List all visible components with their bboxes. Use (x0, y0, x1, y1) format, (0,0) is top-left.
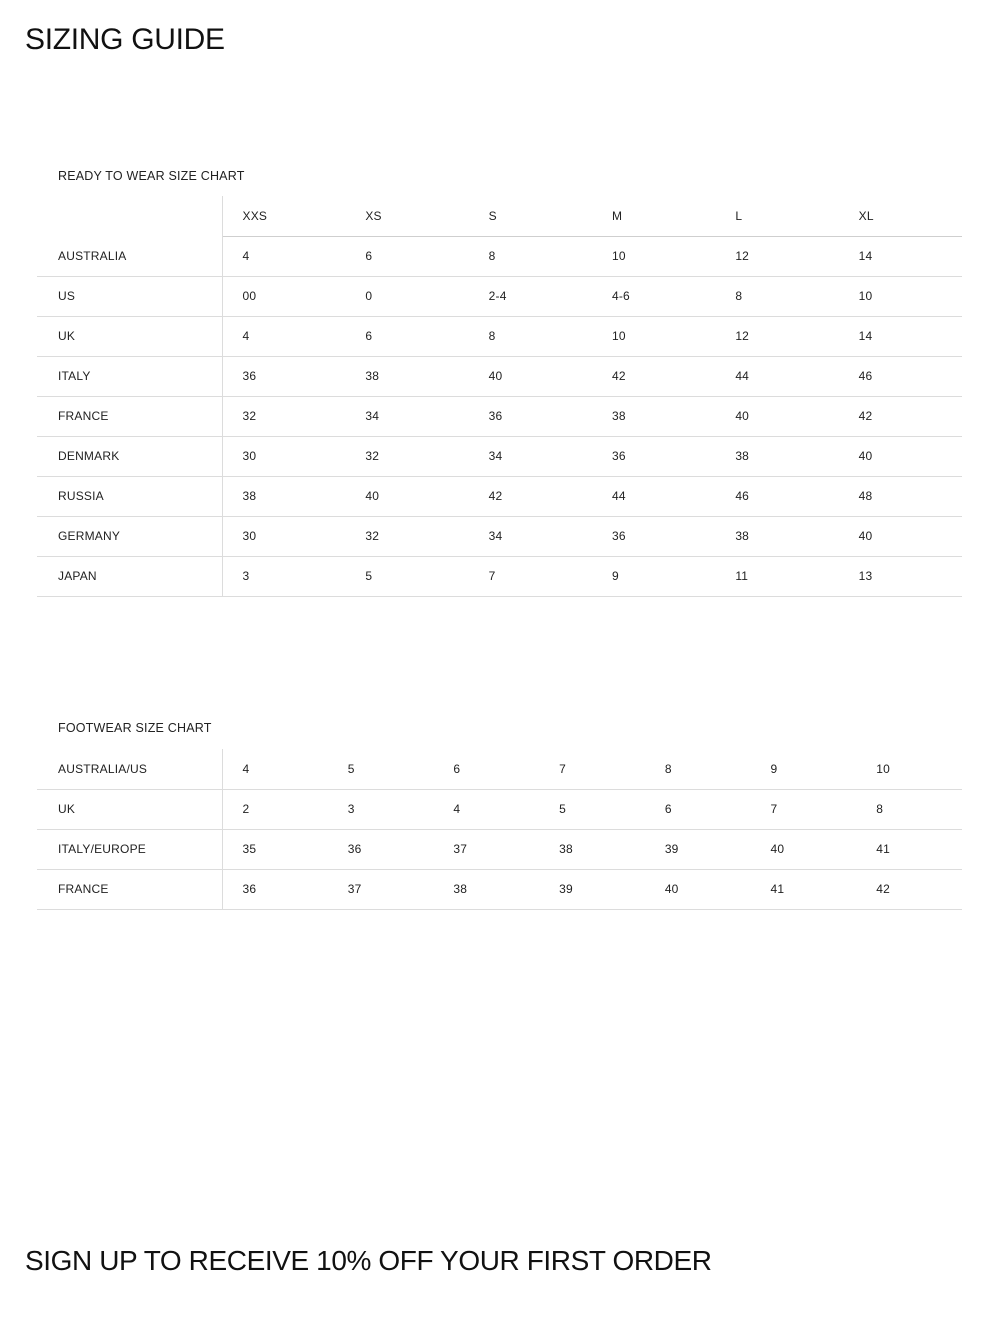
row-label: ITALY (37, 356, 222, 396)
size-value-cell: 8 (469, 236, 592, 276)
size-value-cell: 38 (539, 829, 645, 869)
page-title: SIZING GUIDE (25, 23, 225, 56)
size-value-cell: 4 (222, 316, 345, 356)
size-value-cell: 34 (469, 516, 592, 556)
table-row (37, 396, 962, 436)
row-label: DENMARK (37, 436, 222, 476)
size-value-cell: 7 (751, 789, 857, 829)
size-value-cell: 8 (715, 276, 838, 316)
size-value-cell: 36 (222, 356, 345, 396)
row-label: AUSTRALIA/US (37, 749, 222, 789)
size-value-cell: 30 (222, 516, 345, 556)
size-value-cell: 10 (592, 236, 715, 276)
size-value-cell: 4 (222, 749, 328, 789)
size-value-cell: 38 (345, 356, 468, 396)
row-label: AUSTRALIA (37, 236, 222, 276)
size-value-cell: 42 (839, 396, 962, 436)
table-row (37, 516, 962, 556)
size-value-cell: 6 (433, 749, 539, 789)
footwear-caption: FOOTWEAR SIZE CHART (58, 721, 212, 735)
size-value-cell: 38 (715, 516, 838, 556)
size-value-cell: 0 (345, 276, 468, 316)
size-value-cell: 34 (469, 436, 592, 476)
size-value-cell: 40 (715, 396, 838, 436)
size-value-cell: 14 (839, 316, 962, 356)
size-value-cell: 36 (222, 869, 328, 909)
size-value-cell: 40 (751, 829, 857, 869)
size-value-cell: 5 (539, 789, 645, 829)
size-value-cell: 32 (345, 436, 468, 476)
size-value-cell: 10 (839, 276, 962, 316)
size-value-cell: 14 (839, 236, 962, 276)
size-value-cell: 4-6 (592, 276, 715, 316)
ready-to-wear-size-table (37, 196, 962, 597)
size-value-cell: 40 (839, 516, 962, 556)
size-value-cell: 46 (839, 356, 962, 396)
size-value-cell: 38 (592, 396, 715, 436)
footwear-size-table (37, 749, 962, 910)
row-label: FRANCE (37, 869, 222, 909)
size-value-cell: 10 (592, 316, 715, 356)
size-value-cell: 42 (856, 869, 962, 909)
row-label: GERMANY (37, 516, 222, 556)
size-value-cell: 32 (222, 396, 345, 436)
size-value-cell: 6 (345, 316, 468, 356)
size-value-cell: 30 (222, 436, 345, 476)
size-value-cell: 6 (645, 789, 751, 829)
row-label: ITALY/EUROPE (37, 829, 222, 869)
size-value-cell: 4 (433, 789, 539, 829)
table-row (37, 829, 962, 869)
size-value-cell: 00 (222, 276, 345, 316)
size-value-cell: 13 (839, 556, 962, 596)
size-value-cell: 2-4 (469, 276, 592, 316)
size-value-cell: 36 (328, 829, 434, 869)
size-value-cell: 37 (328, 869, 434, 909)
size-value-cell: 8 (469, 316, 592, 356)
size-value-cell: 36 (592, 436, 715, 476)
table-row (37, 556, 962, 596)
table-row (37, 476, 962, 516)
newsletter-signup-text[interactable]: SIGN UP TO RECEIVE 10% OFF YOUR FIRST ORDER (25, 1245, 712, 1276)
ready-to-wear-caption: READY TO WEAR SIZE CHART (58, 169, 245, 183)
size-value-cell: 12 (715, 316, 838, 356)
row-label: UK (37, 316, 222, 356)
size-header-xs: XS (345, 196, 468, 236)
size-value-cell: 40 (645, 869, 751, 909)
size-header-l: L (715, 196, 838, 236)
size-value-cell: 40 (345, 476, 468, 516)
header-corner-cell (37, 196, 222, 236)
size-value-cell: 40 (469, 356, 592, 396)
size-value-cell: 39 (645, 829, 751, 869)
size-value-cell: 46 (715, 476, 838, 516)
size-value-cell: 44 (592, 476, 715, 516)
size-value-cell: 38 (433, 869, 539, 909)
size-value-cell: 41 (856, 829, 962, 869)
size-value-cell: 39 (539, 869, 645, 909)
table-row (37, 236, 962, 276)
size-value-cell: 5 (328, 749, 434, 789)
table-row (37, 316, 962, 356)
table-row (37, 436, 962, 476)
size-value-cell: 44 (715, 356, 838, 396)
table-row (37, 276, 962, 316)
table-row (37, 749, 962, 789)
row-label: US (37, 276, 222, 316)
size-value-cell: 7 (539, 749, 645, 789)
row-label: UK (37, 789, 222, 829)
size-value-cell: 36 (592, 516, 715, 556)
row-label: FRANCE (37, 396, 222, 436)
size-value-cell: 38 (715, 436, 838, 476)
size-value-cell: 3 (328, 789, 434, 829)
size-value-cell: 2 (222, 789, 328, 829)
table-row (37, 356, 962, 396)
size-value-cell: 11 (715, 556, 838, 596)
size-value-cell: 38 (222, 476, 345, 516)
size-value-cell: 12 (715, 236, 838, 276)
size-value-cell: 35 (222, 829, 328, 869)
size-value-cell: 34 (345, 396, 468, 436)
table-header-row (37, 196, 962, 236)
size-value-cell: 37 (433, 829, 539, 869)
row-label: JAPAN (37, 556, 222, 596)
size-value-cell: 8 (645, 749, 751, 789)
size-value-cell: 42 (592, 356, 715, 396)
size-header-xxs: XXS (222, 196, 345, 236)
size-value-cell: 3 (222, 556, 345, 596)
size-value-cell: 32 (345, 516, 468, 556)
size-value-cell: 40 (839, 436, 962, 476)
size-value-cell: 9 (592, 556, 715, 596)
size-value-cell: 8 (856, 789, 962, 829)
size-value-cell: 9 (751, 749, 857, 789)
size-value-cell: 4 (222, 236, 345, 276)
size-value-cell: 5 (345, 556, 468, 596)
size-value-cell: 41 (751, 869, 857, 909)
table-row (37, 869, 962, 909)
size-value-cell: 6 (345, 236, 468, 276)
size-header-s: S (469, 196, 592, 236)
table-row (37, 789, 962, 829)
size-value-cell: 42 (469, 476, 592, 516)
size-value-cell: 10 (856, 749, 962, 789)
size-value-cell: 7 (469, 556, 592, 596)
size-value-cell: 36 (469, 396, 592, 436)
row-label: RUSSIA (37, 476, 222, 516)
size-header-xl: XL (839, 196, 962, 236)
size-value-cell: 48 (839, 476, 962, 516)
size-header-m: M (592, 196, 715, 236)
